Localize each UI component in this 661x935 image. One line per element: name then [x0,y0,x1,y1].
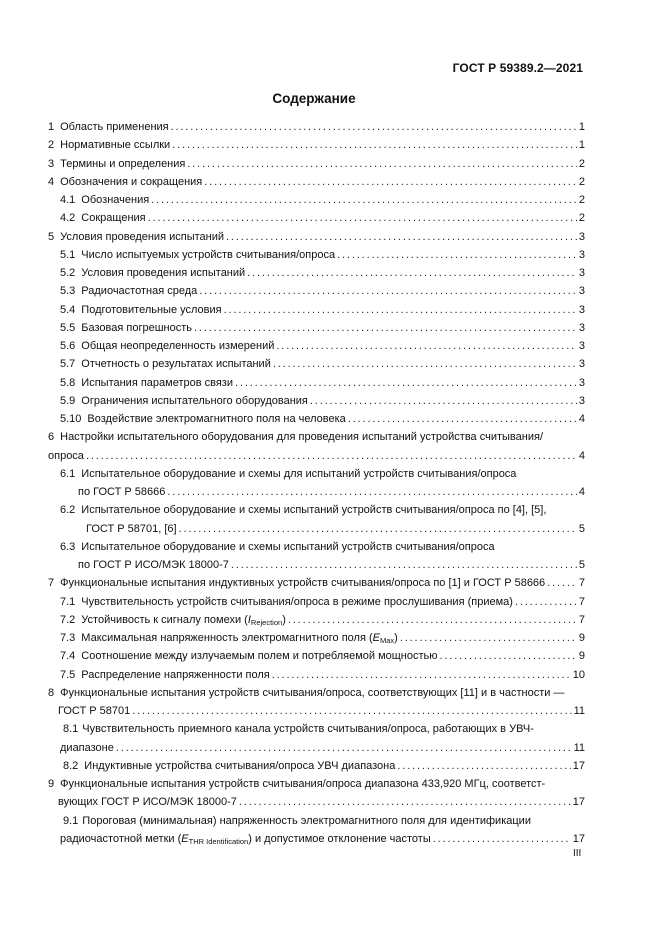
symbol: E [372,632,380,644]
toc-number: 1 [48,121,55,133]
toc-title: Сокращения [81,212,146,225]
leader-dots [348,410,577,428]
toc-page-number: 3 [578,321,585,334]
leader-dots [397,757,570,775]
toc-page-number: 1 [578,121,585,133]
toc-number: 5.6 [60,340,76,352]
toc-entry[interactable] [48,574,585,592]
leader-dots [515,593,577,611]
toc-entry-line1[interactable] [48,812,585,830]
toc-title: Отчетность о результатах испытаний [81,358,271,371]
page-title: Содержание [272,91,356,106]
toc-number: 9.1 [63,814,79,827]
toc-number: 5.7 [60,358,76,371]
toc-title: Радиочастотная среда [81,285,198,298]
leader-dots [440,647,577,665]
toc-page-number: 4 [578,449,585,462]
toc-page-number: 3 [578,358,585,371]
toc-entry[interactable] [48,319,585,337]
toc-title: Индуктивные устройства считывания/опроса УВЧ диапазона [84,759,396,772]
toc-number: 8.1 [63,723,79,736]
toc-title: Обозначения и сокращения [60,175,203,188]
toc-page-number: 9 [578,650,585,663]
leader-dots [433,830,571,848]
table-of-contents [48,118,585,848]
toc-number: 5.9 [60,394,76,407]
toc-entry-line1[interactable] [48,465,585,483]
toc-page-number: 2 [578,212,585,225]
toc-entry-line2[interactable] [48,702,585,720]
toc-number: 7.3 [60,632,76,644]
leader-dots [179,520,577,538]
toc-entry-line2[interactable] [48,483,585,501]
toc-title-end: ) [394,632,398,644]
leader-dots [400,629,577,647]
leader-dots [172,136,577,154]
toc-entry[interactable] [48,611,585,629]
toc-title-line1: Настройки испытательного оборудования для проведения испытаний устройства считывания/ [60,431,543,444]
toc-title: Распределение напряженности поля [81,668,270,681]
leader-dots [231,556,577,574]
toc-number: 6.2 [60,504,76,517]
toc-entry-line1[interactable] [48,684,585,702]
toc-title: Соотношение между излучаемым полем и потребляемой мощностью [81,650,438,663]
toc-title: Число испытуемых устройств считывания/опроса [81,248,336,261]
toc-page-number: 9 [578,632,585,644]
leader-dots [247,264,577,282]
toc-title: Максимальная напряженность электромагнитного поля ( [81,632,373,644]
toc-page-number: 17 [572,759,585,772]
toc-page-number: 5 [578,522,585,535]
toc-number: 3 [48,157,55,170]
toc-entry[interactable] [48,593,585,611]
toc-page-number: 3 [578,248,585,261]
toc-entry[interactable] [48,337,585,355]
toc-number: 4.1 [60,194,76,206]
toc-page-number: 3 [578,267,585,279]
toc-title-line2: ГОСТ Р 58701 [58,705,131,717]
toc-entry[interactable] [48,392,585,410]
leader-dots [194,319,577,337]
toc-page-number: 3 [578,285,585,298]
symbol-subscript: Max [379,636,395,645]
toc-page-number: 2 [578,157,585,170]
toc-title: Общая неопределенность измерений [81,340,275,352]
toc-title: Обозначения [81,194,150,206]
toc-entry-line1[interactable] [48,538,585,556]
toc-page-number: 4 [578,486,585,498]
leader-dots [235,374,577,392]
toc-entry-line1[interactable] [48,501,585,519]
toc-entry[interactable] [48,374,585,392]
page-number-roman: III [573,848,582,859]
symbol-subscript: THR Identification [188,836,249,846]
symbol-subscript: Rejection [250,617,283,627]
leader-dots [310,392,577,410]
toc-entry-line2[interactable] [48,556,585,574]
symbol: I [247,613,251,626]
leader-dots [337,246,577,264]
leader-dots [273,355,577,373]
toc-entry-line2[interactable] [48,447,585,465]
toc-title-line2: по ГОСТ Р ИСО/МЭК 18000-7 [78,559,229,571]
toc-title-line1: Испытательное оборудование и схемы для испытаний устройств считывания/опроса [81,467,517,480]
toc-entry-line1[interactable] [48,428,585,446]
toc-title: Условия проведения испытаний [81,267,246,279]
toc-page-number: 11 [573,741,585,754]
toc-title-line2: диапазоне [60,741,114,754]
toc-number: 4 [48,175,55,188]
toc-page-number: 7 [578,595,585,608]
toc-title: Базовая погрешность [81,321,193,334]
toc-entry-line2[interactable] [48,830,585,848]
toc-number: 6.1 [60,467,76,480]
toc-number: 6.3 [60,540,76,553]
toc-title-end: ) [282,613,286,626]
leader-dots [148,209,577,227]
toc-number: 7.1 [60,595,76,608]
toc-page-number: 2 [578,175,585,188]
leader-dots [199,282,577,300]
toc-title: Условия проведения испытаний [60,230,224,243]
toc-entry[interactable] [48,355,585,373]
leader-dots [167,483,577,501]
toc-entry-line1[interactable] [48,720,585,738]
toc-entry[interactable] [48,647,585,665]
toc-entry[interactable] [48,410,585,428]
toc-number: 9 [48,778,55,790]
toc-entry[interactable] [48,228,585,246]
standard-designation: ГОСТ Р 59389.2—2021 [452,61,583,75]
toc-number: 5.10 [60,413,82,425]
toc-title-line1: Испытательное оборудование и схемы испытаний устройств считывания/опроса по [4], [5], [81,504,547,517]
toc-page-number: 3 [578,394,585,407]
leader-dots [151,191,577,209]
leader-dots [132,702,571,720]
toc-title: Испытания параметров связи [81,376,233,389]
toc-entry-line2[interactable] [48,793,585,811]
toc-number: 8 [48,686,55,699]
toc-entry[interactable] [48,629,585,647]
toc-entry[interactable] [48,301,585,319]
toc-entry[interactable] [48,757,585,775]
toc-entry[interactable] [48,118,585,136]
toc-entry-line1[interactable] [48,775,585,793]
toc-number: 5.3 [60,285,76,298]
toc-entry-line2[interactable] [48,520,585,538]
toc-title-end: ) и допустимое отклонение частоты [248,832,431,845]
toc-entry-line2[interactable] [48,739,585,757]
toc-page-number: 2 [578,194,585,206]
toc-entry[interactable] [48,264,585,282]
toc-page-number: 3 [578,340,585,352]
toc-page-number: 4 [578,413,585,425]
toc-number: 5.2 [60,267,76,279]
leader-dots [86,447,577,465]
toc-number: 5.8 [60,376,76,389]
toc-title-line1: Испытательное оборудование и схемы испытаний устройств считывания/опроса [81,540,495,553]
leader-dots [171,118,577,136]
symbol: E [181,832,189,845]
toc-number: 7.5 [60,668,76,681]
leader-dots [116,739,572,757]
toc-page-number: 17 [572,796,585,809]
toc-title-line1: Пороговая (минимальная) напряженность электромагнитного поля для идентификации [82,814,531,827]
toc-title-line1: Функциональные испытания устройств считывания/опроса диапазона 433,920 МГц, соответст- [60,778,546,790]
toc-entry[interactable] [48,246,585,264]
toc-title: Ограничения испытательного оборудования [81,394,308,407]
toc-title-line2: опроса [48,449,84,462]
toc-page-number: 7 [578,613,585,626]
leader-dots [288,611,577,629]
toc-page-number: 3 [578,230,585,243]
toc-page-number: 3 [578,303,585,316]
toc-number: 4.2 [60,212,76,225]
toc-page-number: 5 [578,559,585,571]
toc-title: Воздействие электромагнитного поля на человека [87,413,346,425]
toc-title: Чувствительность устройств считывания/опроса в режиме прослушивания (приема) [81,595,513,608]
toc-page-number: 3 [578,376,585,389]
toc-title: Подготовительные условия [81,303,222,316]
toc-page-number: 17 [572,832,585,845]
leader-dots [239,793,571,811]
toc-number: 5.5 [60,321,76,334]
toc-number: 2 [48,139,55,152]
toc-number: 5.1 [60,248,76,261]
toc-title: Нормативные ссылки [60,139,171,152]
toc-number: 8.2 [63,759,79,772]
toc-title-line1: Чувствительность приемного канала устройств считывания/опроса, работающих в УВЧ- [82,723,534,736]
toc-number: 6 [48,431,55,444]
toc-entry[interactable] [48,191,585,209]
toc-title: Область применения [60,121,169,133]
toc-number: 5.4 [60,303,76,316]
toc-title: Устойчивость к сигналу помехи ( [81,613,248,626]
toc-title-line2: ГОСТ Р 58701, [6] [86,522,177,535]
toc-number: 7.2 [60,613,76,626]
toc-entry[interactable] [48,666,585,684]
leader-dots [226,228,577,246]
toc-page-number: 11 [573,705,585,717]
toc-title-line2: по ГОСТ Р 58666 [78,486,166,498]
toc-number: 5 [48,230,55,243]
toc-entry[interactable] [48,155,585,173]
toc-page-number: 7 [578,577,585,590]
toc-title: Термины и определения [60,157,186,170]
toc-entry[interactable] [48,173,585,191]
leader-dots [204,173,577,191]
toc-page-number: 1 [578,139,585,152]
toc-entry[interactable] [48,136,585,154]
toc-title-line1: Функциональные испытания устройств считывания/опроса, соответствующих [11] и в частности — [60,686,565,699]
toc-title-line2: вующих ГОСТ Р ИСО/МЭК 18000-7 [58,796,237,809]
toc-number: 7.4 [60,650,76,663]
leader-dots [187,155,577,173]
toc-title-line2: радиочастотной метки ( [60,832,182,845]
leader-dots [547,574,577,592]
leader-dots [272,666,571,684]
toc-number: 7 [48,577,55,590]
toc-entry[interactable] [48,282,585,300]
toc-page-number: 10 [572,668,585,681]
leader-dots [224,301,577,319]
toc-title: Функциональные испытания индуктивных устройств считывания/опроса по [1] и ГОСТ Р 58666 [60,577,546,590]
leader-dots [276,337,577,355]
toc-entry[interactable] [48,209,585,227]
